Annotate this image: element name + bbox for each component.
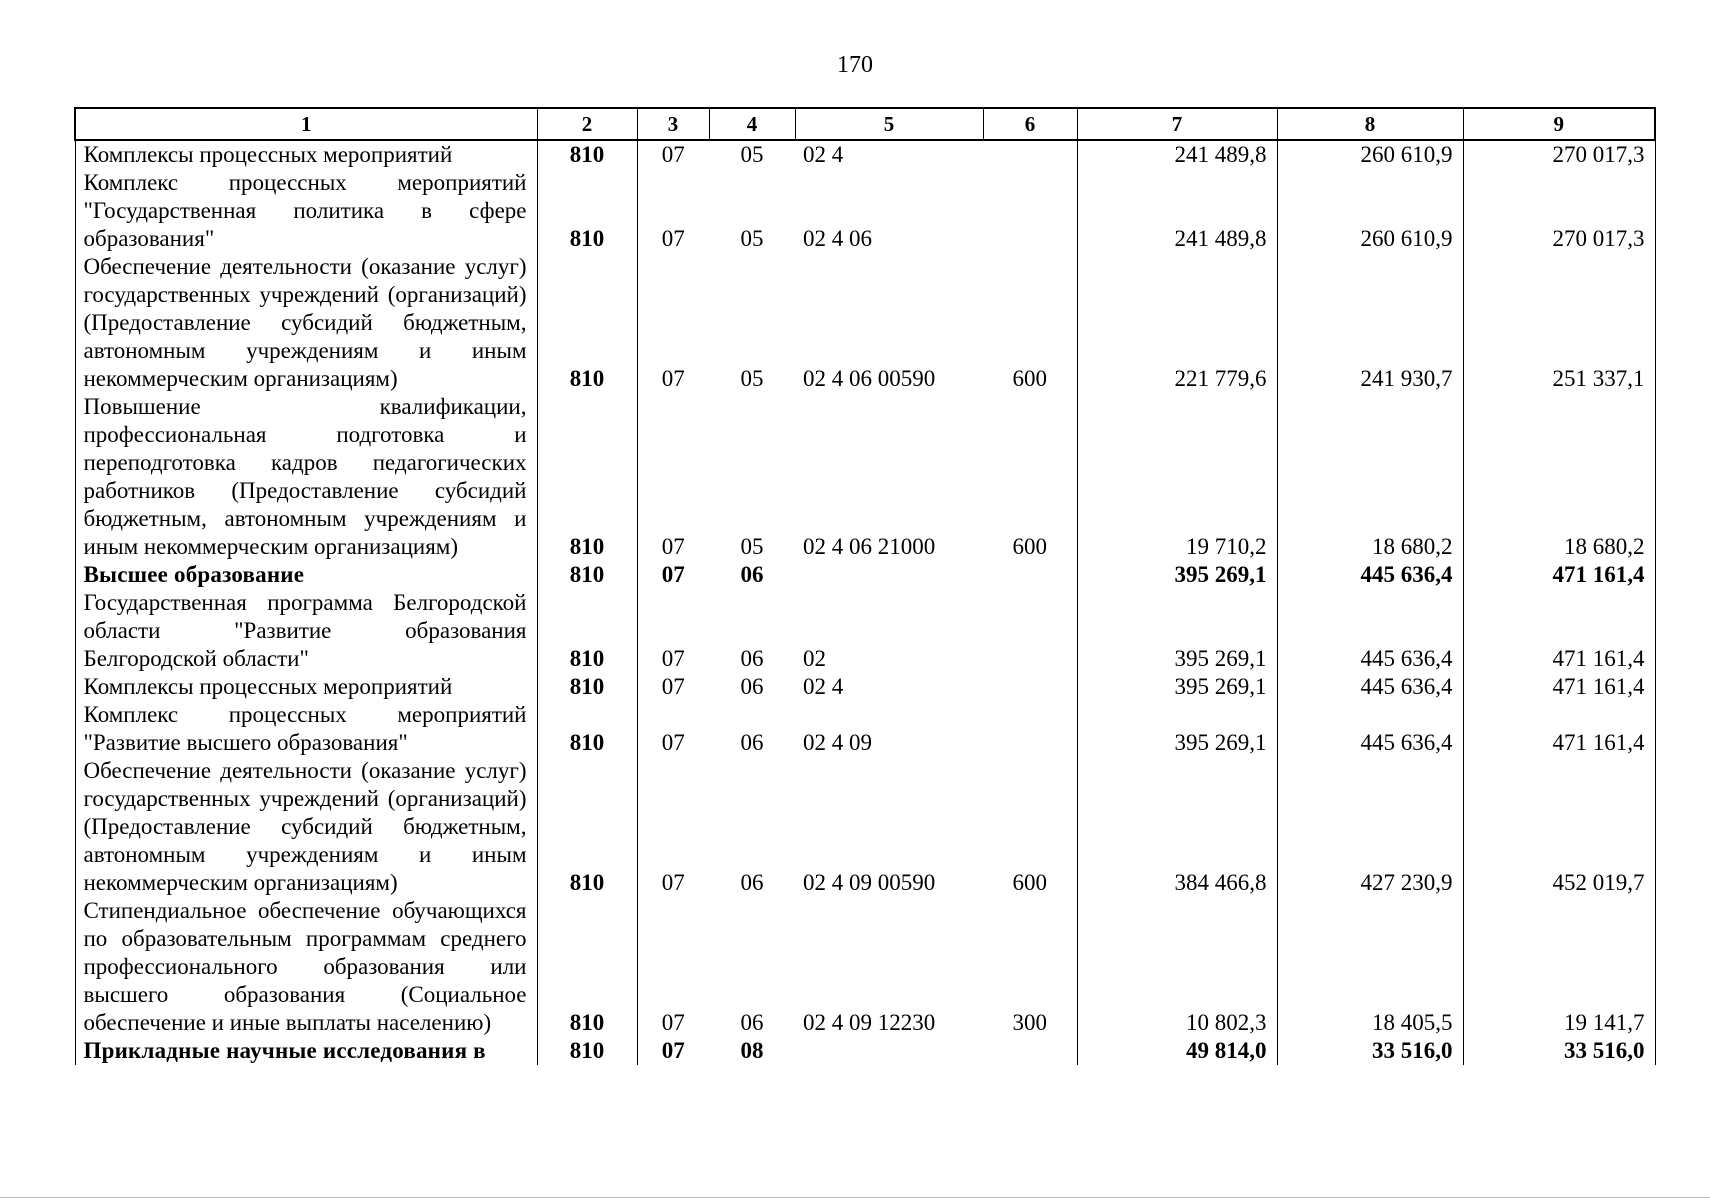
- table-body: [75, 140, 1655, 1065]
- row-vr-cell: [983, 140, 1077, 169]
- row-pr-cell: 08: [740, 1038, 764, 1063]
- row-value-col8-cell: 445 636,4: [1277, 589, 1463, 673]
- page-number: 170: [837, 52, 873, 78]
- row-rz-cell: 07: [661, 646, 685, 671]
- row-csr-cell: 02 4 06 21000: [803, 534, 936, 559]
- row-pr-cell: 06: [740, 870, 764, 895]
- row-csr-cell: 02 4 06: [803, 226, 872, 251]
- row-name-cell: Прикладные научные исследования в: [75, 1037, 537, 1065]
- table-row: [75, 589, 1655, 673]
- row-value-col7-cell: 384 466,8: [1077, 757, 1277, 897]
- row-name-cell: Комплекс процессных мероприятий "Государственная политика в сфере образования": [75, 169, 537, 253]
- row-pr-cell: 05: [740, 534, 764, 559]
- row-csr-cell: 02 4 09: [803, 730, 872, 755]
- row-csr-cell: 02 4: [803, 674, 844, 699]
- row-value-col9-cell: 471 161,4: [1463, 589, 1655, 673]
- row-value-col9-cell: 19 141,7: [1463, 897, 1655, 1037]
- table-header-row: [75, 108, 1655, 140]
- row-gr-cell: 810: [537, 253, 637, 393]
- row-name-cell: Комплексы процессных мероприятий: [75, 140, 537, 169]
- row-csr-cell: 02: [803, 646, 826, 671]
- row-gr-cell: 810: [537, 897, 637, 1037]
- row-value-col9-cell: 251 337,1: [1463, 253, 1655, 393]
- row-rz-cell: 07: [661, 870, 685, 895]
- row-pr-cell: 06: [740, 1010, 764, 1035]
- row-value-col9-cell: 18 680,2: [1463, 393, 1655, 561]
- row-value-col7-cell: 241 489,8: [1077, 169, 1277, 253]
- header-cell-4: 4: [709, 108, 795, 140]
- header-cell-5: 5: [795, 108, 983, 140]
- table-row: [75, 897, 1655, 1037]
- row-value-col7-cell: 19 710,2: [1077, 393, 1277, 561]
- row-vr-cell: [983, 169, 1077, 253]
- row-vr-cell: 600: [1012, 534, 1047, 559]
- row-pr-cell: 06: [740, 730, 764, 755]
- row-value-col9-cell: 452 019,7: [1463, 757, 1655, 897]
- row-csr-cell: 02 4 09 00590: [803, 870, 936, 895]
- row-gr-cell: 810: [537, 1037, 637, 1065]
- row-name-cell: Высшее образование: [75, 561, 537, 589]
- row-vr-cell: [983, 701, 1077, 757]
- row-pr-cell: 06: [740, 674, 764, 699]
- row-gr-cell: 810: [537, 757, 637, 897]
- header-cell-2: 2: [537, 108, 637, 140]
- row-value-col8-cell: 260 610,9: [1277, 169, 1463, 253]
- row-vr-cell: 300: [1012, 1010, 1047, 1035]
- row-value-col7-cell: 10 802,3: [1077, 897, 1277, 1037]
- row-csr-cell: 02 4 06 00590: [803, 366, 936, 391]
- row-value-col7-cell: 49 814,0: [1077, 1037, 1277, 1065]
- row-pr-cell: 05: [740, 142, 764, 167]
- row-name-cell: Государственная программа Белгородской области "Развитие образования Белгородской области": [75, 589, 537, 673]
- row-gr-cell: 810: [537, 673, 637, 701]
- table-row: [75, 1037, 1655, 1065]
- row-value-col7-cell: 395 269,1: [1077, 589, 1277, 673]
- row-pr-cell: 06: [740, 562, 764, 587]
- row-value-col8-cell: 33 516,0: [1277, 1037, 1463, 1065]
- row-value-col8-cell: 241 930,7: [1277, 253, 1463, 393]
- header-cell-6: 6: [983, 108, 1077, 140]
- row-vr-cell: 600: [1012, 870, 1047, 895]
- row-pr-cell: 05: [740, 366, 764, 391]
- row-name-cell: Обеспечение деятельности (оказание услуг) государственных учреждений (организаций) (Предоставление субсидий бюджетным, автономным учреждениям и иным некоммерческим организациям): [75, 253, 537, 393]
- row-rz-cell: 07: [661, 142, 685, 167]
- row-vr-cell: [983, 589, 1077, 673]
- table-row: [75, 701, 1655, 757]
- table-row: [75, 169, 1655, 253]
- header-cell-9: 9: [1463, 108, 1655, 140]
- row-gr-cell: 810: [537, 589, 637, 673]
- row-rz-cell: 07: [661, 1038, 685, 1063]
- row-gr-cell: 810: [537, 561, 637, 589]
- table-row: [75, 140, 1655, 169]
- row-name-cell: Повышение квалификации, профессиональная подготовка и переподготовка кадров педагогических работников (Предоставление субсидий бюджетным, автономным учреждениям и иным некоммерческим организациям): [75, 393, 537, 561]
- table-row: [75, 393, 1655, 561]
- row-value-col8-cell: 18 680,2: [1277, 393, 1463, 561]
- row-value-col8-cell: 445 636,4: [1277, 673, 1463, 701]
- row-csr-cell: [795, 561, 983, 589]
- row-value-col9-cell: 270 017,3: [1463, 140, 1655, 169]
- row-rz-cell: 07: [661, 730, 685, 755]
- row-name-cell: Обеспечение деятельности (оказание услуг) государственных учреждений (организаций) (Предоставление субсидий бюджетным, автономным учреждениям и иным некоммерческим организациям): [75, 757, 537, 897]
- row-vr-cell: 600: [1012, 366, 1047, 391]
- row-csr-cell: 02 4 09 12230: [803, 1010, 936, 1035]
- row-pr-cell: 05: [740, 226, 764, 251]
- row-value-col8-cell: 445 636,4: [1277, 561, 1463, 589]
- row-gr-cell: 810: [537, 169, 637, 253]
- row-gr-cell: 810: [537, 701, 637, 757]
- row-rz-cell: 07: [661, 1010, 685, 1035]
- row-rz-cell: 07: [661, 366, 685, 391]
- row-value-col7-cell: 395 269,1: [1077, 561, 1277, 589]
- row-gr-cell: 810: [537, 140, 637, 169]
- row-value-col7-cell: 395 269,1: [1077, 701, 1277, 757]
- header-cell-8: 8: [1277, 108, 1463, 140]
- row-value-col7-cell: 241 489,8: [1077, 140, 1277, 169]
- row-gr-cell: 810: [537, 393, 637, 561]
- row-name-cell: Комплексы процессных мероприятий: [75, 673, 537, 701]
- row-value-col9-cell: 471 161,4: [1463, 561, 1655, 589]
- scan-edge-line: [0, 1197, 1710, 1198]
- row-csr-cell: 02 4: [803, 142, 844, 167]
- row-vr-cell: [983, 1037, 1077, 1065]
- table-row: [75, 757, 1655, 897]
- row-value-col9-cell: 471 161,4: [1463, 673, 1655, 701]
- budget-table: [74, 107, 1656, 1065]
- row-value-col8-cell: 427 230,9: [1277, 757, 1463, 897]
- row-rz-cell: 07: [661, 226, 685, 251]
- header-cell-3: 3: [637, 108, 709, 140]
- row-name-cell: Комплекс процессных мероприятий "Развитие высшего образования": [75, 701, 537, 757]
- table-row: [75, 561, 1655, 589]
- row-value-col7-cell: 221 779,6: [1077, 253, 1277, 393]
- row-rz-cell: 07: [661, 562, 685, 587]
- row-value-col7-cell: 395 269,1: [1077, 673, 1277, 701]
- row-vr-cell: [983, 673, 1077, 701]
- row-vr-cell: [983, 561, 1077, 589]
- row-value-col8-cell: 445 636,4: [1277, 701, 1463, 757]
- row-rz-cell: 07: [661, 674, 685, 699]
- row-value-col9-cell: 33 516,0: [1463, 1037, 1655, 1065]
- row-name-cell: Стипендиальное обеспечение обучающихся по образовательным программам среднего профессионального образования или высшего образования (Социальное обеспечение и иные выплаты населению): [75, 897, 537, 1037]
- table-row: [75, 673, 1655, 701]
- row-rz-cell: 07: [661, 534, 685, 559]
- row-value-col9-cell: 270 017,3: [1463, 169, 1655, 253]
- row-value-col8-cell: 260 610,9: [1277, 140, 1463, 169]
- row-value-col8-cell: 18 405,5: [1277, 897, 1463, 1037]
- table-row: [75, 253, 1655, 393]
- row-csr-cell: [795, 1037, 983, 1065]
- row-value-col9-cell: 471 161,4: [1463, 701, 1655, 757]
- header-cell-1: 1: [75, 108, 537, 140]
- header-cell-7: 7: [1077, 108, 1277, 140]
- row-pr-cell: 06: [740, 646, 764, 671]
